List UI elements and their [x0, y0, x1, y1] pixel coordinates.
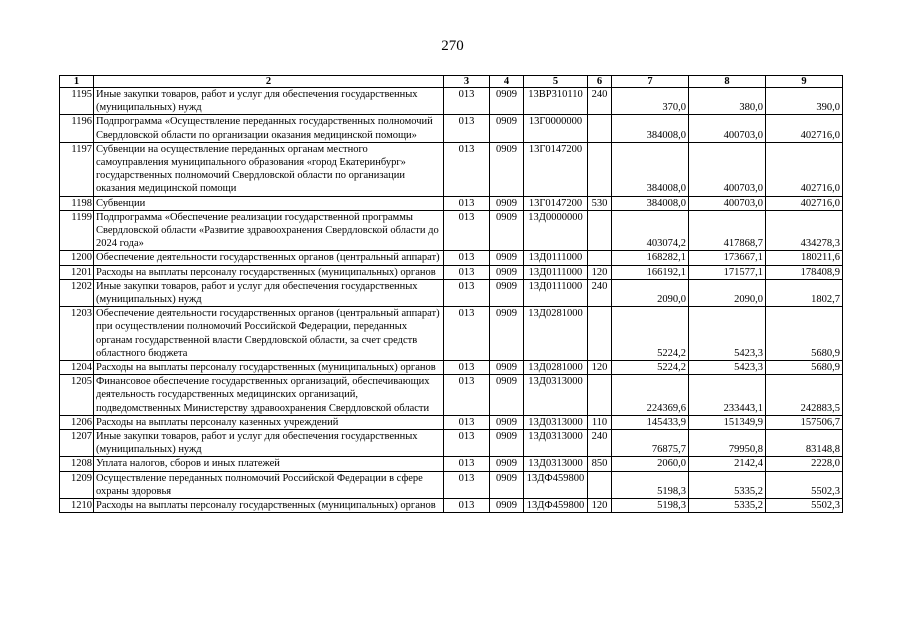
cell-target-article: 13Д0281000: [524, 361, 588, 375]
cell-section-code: 0909: [490, 307, 524, 361]
row-number: 1201: [60, 265, 94, 279]
cell-amount-2: 173667,1: [689, 251, 766, 265]
table-row: [60, 499, 843, 513]
cell-expense-type: 120: [588, 499, 612, 513]
cell-expense-type: [588, 210, 612, 251]
cell-admin-code: 013: [444, 142, 490, 196]
cell-amount-1: 5224,2: [612, 307, 689, 361]
cell-section-code: 0909: [490, 210, 524, 251]
cell-amount-1: 166192,1: [612, 265, 689, 279]
table-row: [60, 210, 843, 251]
cell-admin-code: 013: [444, 115, 490, 142]
cell-amount-2: 233443,1: [689, 375, 766, 416]
cell-section-code: 0909: [490, 115, 524, 142]
cell-amount-3: 390,0: [766, 88, 843, 115]
table-row: [60, 88, 843, 115]
cell-admin-code: 013: [444, 361, 490, 375]
cell-amount-1: 5198,3: [612, 499, 689, 513]
cell-section-code: 0909: [490, 361, 524, 375]
row-description: Расходы на выплаты персоналу казенных учреждений: [94, 415, 444, 429]
cell-target-article: 13ДФ459800: [524, 499, 588, 513]
row-description: Обеспечение деятельности государственных органов (центральный аппарат) при осуществлении полномочий Российской Федерации, переданных органам государственной власти Свердловской области, за счет средств областного бюджета: [94, 307, 444, 361]
cell-amount-1: 370,0: [612, 88, 689, 115]
cell-amount-1: 145433,9: [612, 415, 689, 429]
cell-amount-2: 171577,1: [689, 265, 766, 279]
cell-section-code: 0909: [490, 88, 524, 115]
cell-target-article: 13Д0111000: [524, 279, 588, 306]
table-row: [60, 430, 843, 457]
row-number: 1200: [60, 251, 94, 265]
cell-amount-1: 384008,0: [612, 115, 689, 142]
cell-expense-type: [588, 142, 612, 196]
cell-amount-3: 402716,0: [766, 115, 843, 142]
cell-amount-3: 402716,0: [766, 196, 843, 210]
cell-amount-3: 434278,3: [766, 210, 843, 251]
cell-amount-3: 5680,9: [766, 361, 843, 375]
cell-admin-code: 013: [444, 499, 490, 513]
table-row: [60, 471, 843, 498]
cell-amount-2: 2142,4: [689, 457, 766, 471]
row-description: Уплата налогов, сборов и иных платежей: [94, 457, 444, 471]
row-description: Субвенции: [94, 196, 444, 210]
cell-section-code: 0909: [490, 279, 524, 306]
cell-expense-type: [588, 307, 612, 361]
row-description: Иные закупки товаров, работ и услуг для обеспечения государственных (муниципальных) нужд: [94, 279, 444, 306]
row-number: 1202: [60, 279, 94, 306]
cell-admin-code: 013: [444, 430, 490, 457]
table-row: [60, 115, 843, 142]
cell-expense-type: 240: [588, 279, 612, 306]
header-cell: 8: [689, 76, 766, 88]
cell-amount-2: 151349,9: [689, 415, 766, 429]
cell-amount-1: 403074,2: [612, 210, 689, 251]
cell-target-article: 13Д0111000: [524, 251, 588, 265]
row-number: 1210: [60, 499, 94, 513]
cell-amount-2: 417868,7: [689, 210, 766, 251]
cell-section-code: 0909: [490, 415, 524, 429]
cell-amount-2: 400703,0: [689, 115, 766, 142]
cell-amount-3: 2228,0: [766, 457, 843, 471]
header-cell: 9: [766, 76, 843, 88]
cell-admin-code: 013: [444, 415, 490, 429]
cell-amount-2: 5423,3: [689, 307, 766, 361]
cell-expense-type: 240: [588, 88, 612, 115]
cell-amount-3: 5680,9: [766, 307, 843, 361]
row-number: 1207: [60, 430, 94, 457]
cell-expense-type: 530: [588, 196, 612, 210]
cell-amount-2: 79950,8: [689, 430, 766, 457]
cell-amount-1: 224369,6: [612, 375, 689, 416]
row-number: 1197: [60, 142, 94, 196]
table-row: [60, 196, 843, 210]
header-row: [60, 76, 843, 88]
row-description: Иные закупки товаров, работ и услуг для обеспечения государственных (муниципальных) нужд: [94, 430, 444, 457]
cell-section-code: 0909: [490, 457, 524, 471]
row-number: 1203: [60, 307, 94, 361]
table-row: [60, 142, 843, 196]
table-row: [60, 279, 843, 306]
cell-amount-3: 242883,5: [766, 375, 843, 416]
cell-target-article: 13Д0111000: [524, 265, 588, 279]
table-row: [60, 361, 843, 375]
row-description: Иные закупки товаров, работ и услуг для обеспечения государственных (муниципальных) нужд: [94, 88, 444, 115]
cell-target-article: 13Г0147200: [524, 196, 588, 210]
cell-amount-1: 384008,0: [612, 142, 689, 196]
row-description: Осуществление переданных полномочий Российской Федерации в сфере охраны здоровья: [94, 471, 444, 498]
row-number: 1209: [60, 471, 94, 498]
row-number: 1206: [60, 415, 94, 429]
header-cell: 7: [612, 76, 689, 88]
cell-target-article: 13Д0313000: [524, 375, 588, 416]
cell-target-article: 13Д0281000: [524, 307, 588, 361]
cell-section-code: 0909: [490, 499, 524, 513]
cell-expense-type: [588, 251, 612, 265]
cell-amount-2: 5335,2: [689, 499, 766, 513]
cell-target-article: 13Г0147200: [524, 142, 588, 196]
cell-expense-type: 120: [588, 265, 612, 279]
row-description: Субвенции на осуществление переданных органам местного самоуправления муниципального образования «город Екатеринбург» государственных полномочий Свердловской области по организации оказания медицинской помощи: [94, 142, 444, 196]
cell-amount-3: 83148,8: [766, 430, 843, 457]
cell-admin-code: 013: [444, 88, 490, 115]
budget-table: [59, 75, 843, 513]
cell-admin-code: 013: [444, 265, 490, 279]
cell-expense-type: [588, 471, 612, 498]
page-number: 270: [441, 38, 464, 54]
table-row: [60, 265, 843, 279]
table-row: [60, 307, 843, 361]
cell-amount-2: 5423,3: [689, 361, 766, 375]
row-description: Обеспечение деятельности государственных органов (центральный аппарат): [94, 251, 444, 265]
cell-amount-1: 384008,0: [612, 196, 689, 210]
cell-admin-code: 013: [444, 279, 490, 306]
cell-expense-type: [588, 375, 612, 416]
cell-expense-type: 110: [588, 415, 612, 429]
header-cell: 6: [588, 76, 612, 88]
row-number: 1198: [60, 196, 94, 210]
row-description: Финансовое обеспечение государственных организаций, обеспечивающих деятельность государственных медицинских организаций, подведомственных Министерству здравоохранения Свердловской области: [94, 375, 444, 416]
cell-amount-2: 400703,0: [689, 196, 766, 210]
header-cell: 2: [94, 76, 444, 88]
cell-amount-2: 5335,2: [689, 471, 766, 498]
cell-admin-code: 013: [444, 457, 490, 471]
cell-section-code: 0909: [490, 375, 524, 416]
row-number: 1195: [60, 88, 94, 115]
cell-section-code: 0909: [490, 251, 524, 265]
header-cell: 5: [524, 76, 588, 88]
cell-amount-3: 1802,7: [766, 279, 843, 306]
header-cell: 4: [490, 76, 524, 88]
cell-amount-3: 178408,9: [766, 265, 843, 279]
cell-target-article: 13ДФ459800: [524, 471, 588, 498]
cell-expense-type: 240: [588, 430, 612, 457]
header-cell: 1: [60, 76, 94, 88]
row-description: Подпрограмма «Осуществление переданных государственных полномочий Свердловской области по организации оказания медицинской помощи»: [94, 115, 444, 142]
cell-target-article: 13Д0000000: [524, 210, 588, 251]
cell-expense-type: 120: [588, 361, 612, 375]
row-description: Расходы на выплаты персоналу государственных (муниципальных) органов: [94, 499, 444, 513]
cell-admin-code: 013: [444, 210, 490, 251]
cell-section-code: 0909: [490, 430, 524, 457]
table-row: [60, 375, 843, 416]
row-description: Расходы на выплаты персоналу государственных (муниципальных) органов: [94, 361, 444, 375]
cell-section-code: 0909: [490, 196, 524, 210]
row-description: Подпрограмма «Обеспечение реализации государственной программы Свердловской области «Развитие здравоохранения Свердловской области до 2024 года»: [94, 210, 444, 251]
cell-admin-code: 013: [444, 471, 490, 498]
table-row: [60, 251, 843, 265]
cell-amount-2: 400703,0: [689, 142, 766, 196]
cell-amount-3: 402716,0: [766, 142, 843, 196]
cell-amount-1: 168282,1: [612, 251, 689, 265]
cell-amount-1: 2090,0: [612, 279, 689, 306]
cell-target-article: 13Д0313000: [524, 430, 588, 457]
cell-amount-1: 5198,3: [612, 471, 689, 498]
cell-target-article: 13Д0313000: [524, 457, 588, 471]
cell-expense-type: 850: [588, 457, 612, 471]
cell-admin-code: 013: [444, 375, 490, 416]
row-description: Расходы на выплаты персоналу государственных (муниципальных) органов: [94, 265, 444, 279]
cell-admin-code: 013: [444, 307, 490, 361]
cell-amount-3: 5502,3: [766, 471, 843, 498]
cell-amount-3: 157506,7: [766, 415, 843, 429]
header-cell: 3: [444, 76, 490, 88]
table-row: [60, 457, 843, 471]
cell-section-code: 0909: [490, 471, 524, 498]
cell-section-code: 0909: [490, 142, 524, 196]
row-number: 1204: [60, 361, 94, 375]
cell-amount-3: 5502,3: [766, 499, 843, 513]
cell-amount-2: 2090,0: [689, 279, 766, 306]
row-number: 1205: [60, 375, 94, 416]
row-number: 1196: [60, 115, 94, 142]
cell-amount-1: 2060,0: [612, 457, 689, 471]
cell-amount-1: 76875,7: [612, 430, 689, 457]
cell-target-article: 13ВР310110: [524, 88, 588, 115]
cell-amount-3: 180211,6: [766, 251, 843, 265]
cell-expense-type: [588, 115, 612, 142]
cell-section-code: 0909: [490, 265, 524, 279]
cell-admin-code: 013: [444, 251, 490, 265]
cell-amount-2: 380,0: [689, 88, 766, 115]
cell-target-article: 13Д0313000: [524, 415, 588, 429]
cell-admin-code: 013: [444, 196, 490, 210]
cell-target-article: 13Г0000000: [524, 115, 588, 142]
table-row: [60, 415, 843, 429]
cell-amount-1: 5224,2: [612, 361, 689, 375]
row-number: 1199: [60, 210, 94, 251]
row-number: 1208: [60, 457, 94, 471]
